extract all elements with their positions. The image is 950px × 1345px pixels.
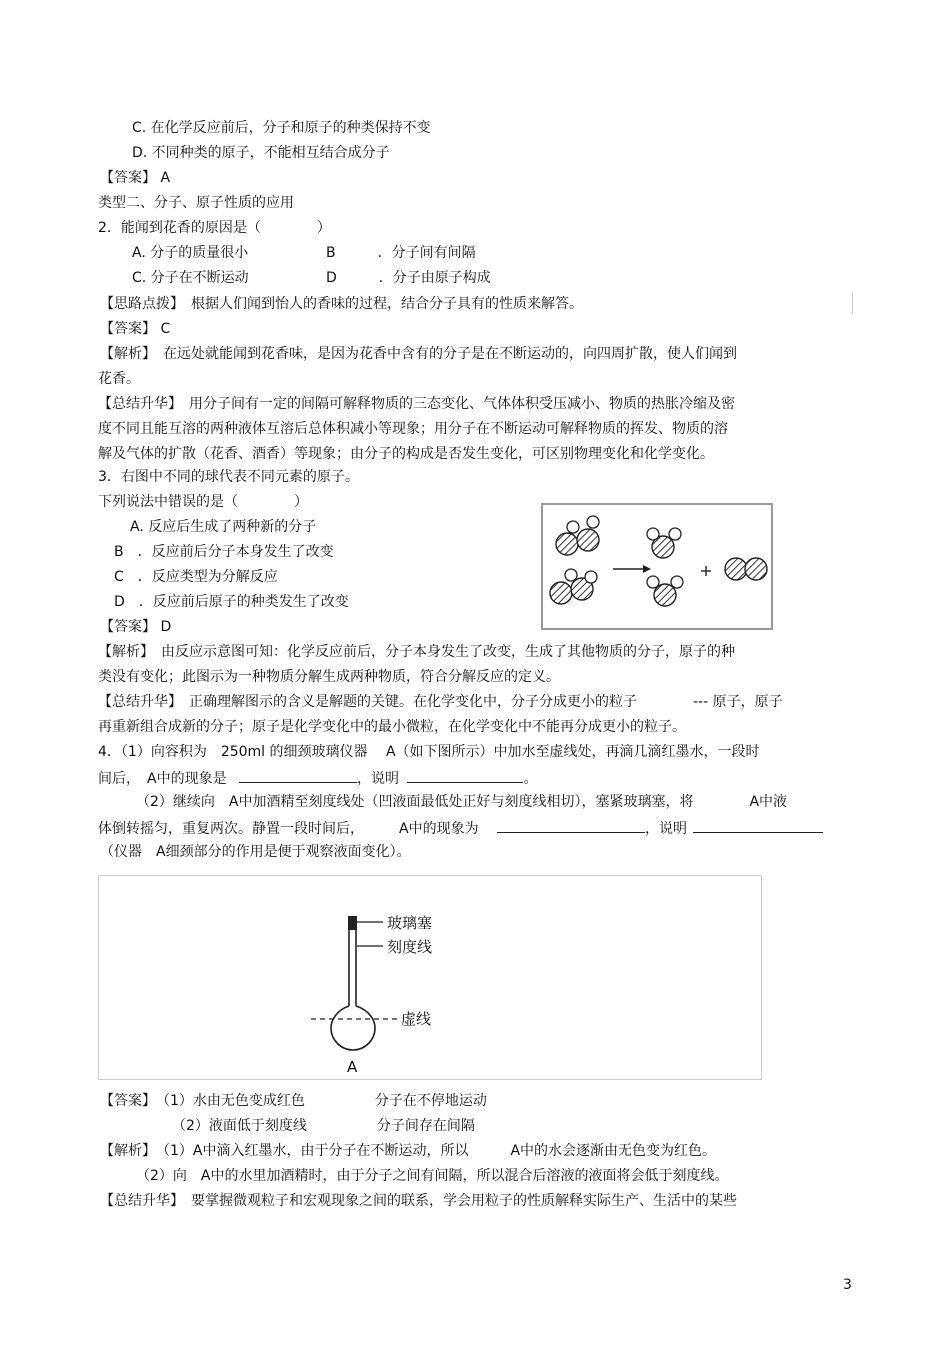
product-molecule <box>647 528 681 558</box>
q4-part2-line2 <box>98 817 823 839</box>
q3-summary-line2: 再重新组合成新的分子；原子是化学变化中的最小微粒，在化学变化中不能再分成更小的粒子。 <box>98 719 686 735</box>
q3-option-d: D ．反应前后原子的种类发生了改变 <box>114 594 349 610</box>
q2-option-d: D ．分子由原子构成 <box>326 270 491 286</box>
flask-bulb <box>331 1006 375 1050</box>
q4-part1-line2 <box>98 767 537 789</box>
reactant-molecule <box>550 569 597 604</box>
q3-summary-line1: 【总结升华】 正确理解图示的含义是解题的关键。在化学变化中，分子分成更小的粒子 --- 原子，原子 <box>98 694 783 710</box>
q4-part2-text-a: 体倒转摇匀，重复两次。静置一段时间后， A中的现象为 <box>98 821 479 837</box>
flask-figure <box>98 875 762 1080</box>
q4-answer-line2: （2）液面低于刻度线 分子间存在间隔 <box>172 1118 475 1134</box>
q4-part2-text-b: ，说明 <box>645 821 688 837</box>
q2-summary-line2: 度不同且能互溶的两种液体互溶后总体积减小等现象；用分子在不断运动可解释物质的挥发、物质的溶 <box>98 421 728 437</box>
label-dashed: 虚线 <box>401 1010 432 1028</box>
q2-analysis-line1: 【解析】 在远处就能闻到花香味，是因为花香中含有的分子是在不断运动的，向四周扩散，使人们闻到 <box>100 346 737 362</box>
label-a: A <box>347 1058 358 1076</box>
q4-part2-line3: （仪器 A细颈部分的作用是便于观察液面变化）。 <box>100 844 411 860</box>
section-title: 类型二、分子、原子性质的应用 <box>98 195 294 211</box>
q4-blank-explanation[interactable] <box>407 767 523 783</box>
q2-analysis-line2: 花香。 <box>98 371 140 387</box>
q4-blank-phenomenon[interactable] <box>239 767 357 783</box>
q2-summary-line3: 解及气体的扩散（花香、酒香）等现象；由分子的构成是否发生变化，可区别物理变化和化学变化。 <box>98 446 714 462</box>
q3-option-c: C ．反应类型为分解反应 <box>114 569 278 585</box>
q4-part1-text-a: 间后， A中的现象是 <box>98 771 227 787</box>
q3-option-a: A. 反应后生成了两种新的分子 <box>130 519 317 535</box>
page-number: 3 <box>843 1277 852 1293</box>
glass-stopper <box>348 916 357 930</box>
q4-blank-phenomenon-2[interactable] <box>497 817 645 833</box>
q4-part1-text-b: ，说明 <box>357 771 400 787</box>
q3-answer: 【答案】 D <box>100 619 172 635</box>
reactant-molecule <box>556 516 599 555</box>
label-stopper: 玻璃塞 <box>387 914 433 932</box>
q2-option-a: A. 分子的质量很小 <box>132 245 249 261</box>
q4-analysis-line2: （2）向 A中的水里加酒精时，由于分子之间有间隔，所以混合后溶液的液面将会低于刻度线。 <box>136 1168 729 1184</box>
q2-option-b: B ．分子间有间隔 <box>326 245 476 261</box>
q4-summary-line1: 【总结升华】 要掌握微观粒子和宏观现象之间的联系，学会用粒子的性质解释实际生产、生活中的某些 <box>100 1193 737 1209</box>
q4-part2-line1: （2）继续向 A中加酒精至刻度线处（凹液面最低处正好与刻度线相切），塞紧玻璃塞，将 A中液 <box>136 794 788 810</box>
q4-blank-explanation-2[interactable] <box>693 817 823 833</box>
reaction-diagram-svg <box>543 505 771 628</box>
plus-sign <box>701 566 711 576</box>
q1-option-c: C. 在化学反应前后，分子和原子的种类保持不变 <box>132 120 431 136</box>
q2-hint: 【思路点拨】 根据人们闻到怡人的香味的过程，结合分子具有的性质来解答。 <box>100 296 583 312</box>
label-scale: 刻度线 <box>387 938 433 956</box>
q3-stem-line1: 3．右图中不同的球代表不同元素的原子。 <box>98 469 359 485</box>
q3-option-b: B ．反应前后分子本身发生了改变 <box>114 544 334 560</box>
q4-part1-line1: 4．（1）向容积为 250ml 的细颈玻璃仪器 A（如下图所示）中加水至虚线处，再滴几滴红墨水，一段时 <box>98 744 760 760</box>
product-molecule <box>647 576 683 606</box>
q2-option-c: C. 分子在不断运动 <box>132 270 249 286</box>
q4-answer-line1: 【答案】 （1）水由无色变成红色 分子在不停地运动 <box>100 1093 487 1109</box>
q1-option-d: D. 不同种类的原子，不能相互结合成分子 <box>132 145 390 161</box>
q3-analysis-line1: 【解析】 由反应示意图可知：化学反应前后，分子本身发生了改变，生成了其他物质的分子，原子的种 <box>98 644 735 660</box>
q4-analysis-line1: 【解析】 （1）A中滴入红墨水，由于分子在不断运动，所以 A中的水会逐渐由无色变为红色。 <box>100 1143 717 1159</box>
q2-answer: 【答案】 C <box>100 321 171 337</box>
q2-summary-line1: 【总结升华】 用分子间有一定的间隔可解释物质的三态变化、气体体积受压减小、物质的热胀冷缩及密 <box>98 396 735 412</box>
q4-part1-text-c: 。 <box>523 771 538 787</box>
product-molecule <box>725 558 767 580</box>
reaction-diagram <box>541 503 773 630</box>
reaction-arrow <box>613 565 651 573</box>
flask-figure-svg <box>99 876 761 1079</box>
q2-stem: 2．能闻到花香的原因是（ ） <box>98 220 331 236</box>
q1-answer: 【答案】 A <box>100 170 171 186</box>
q3-analysis-line2: 类没有变化；此图示为一种物质分解生成两种物质，符合分解反应的定义。 <box>98 669 560 685</box>
q3-stem-line2: 下列说法中错误的是（ ） <box>98 494 308 510</box>
